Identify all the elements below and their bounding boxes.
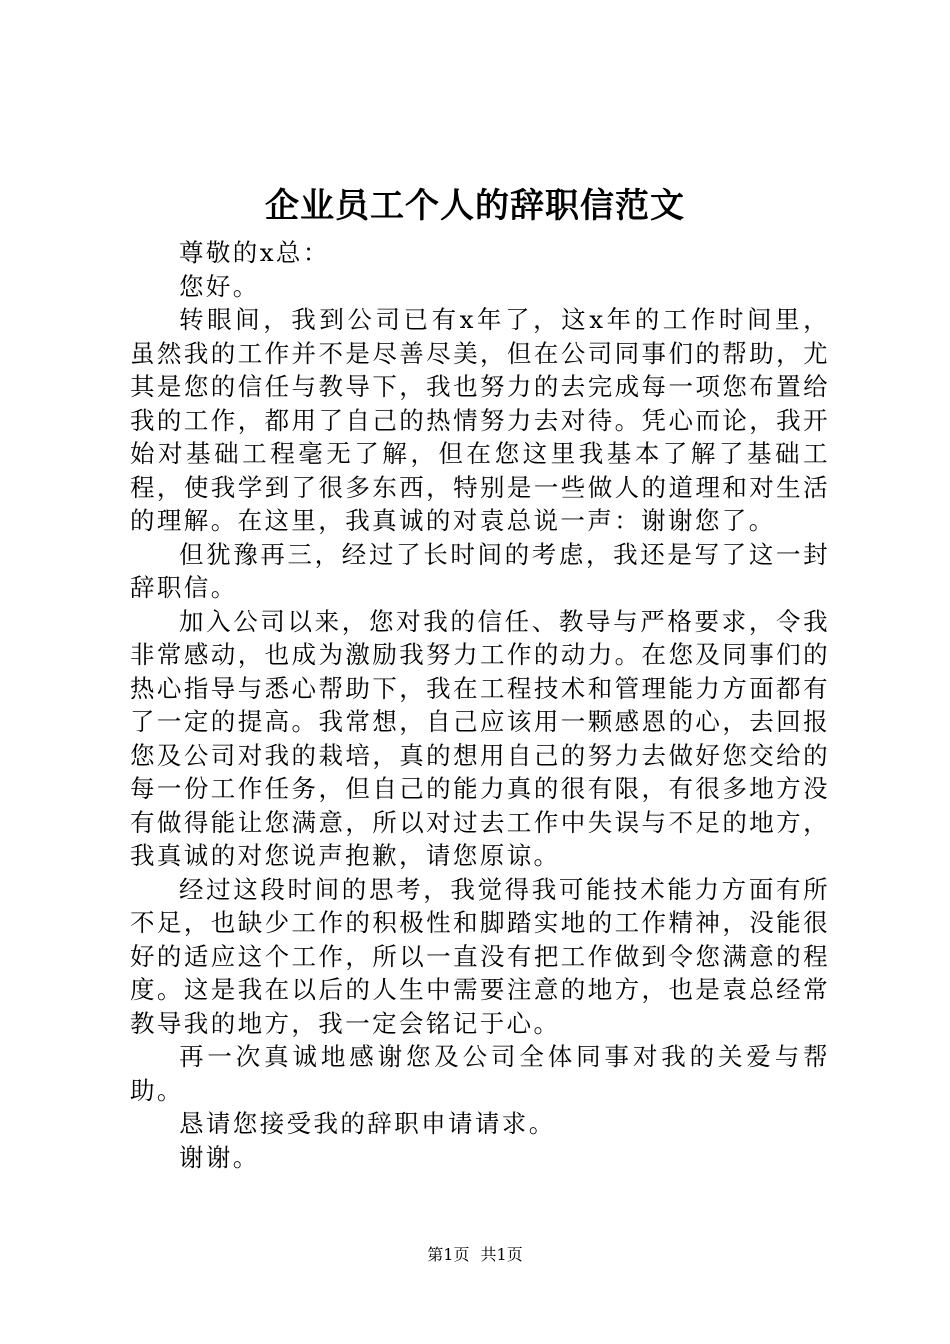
paragraph: 但犹豫再三，经过了长时间的考虑，我还是写了这一封辞职信。	[130, 539, 830, 602]
salutation: 尊敬的x总：	[179, 238, 330, 267]
paragraph: 恳请您接受我的辞职申请请求。	[179, 1109, 556, 1138]
greeting: 您好。	[179, 271, 260, 301]
page-number: 第1页	[427, 1245, 470, 1264]
letter-body	[130, 236, 830, 1174]
paragraph: 再一次真诚地感谢您及公司全体同事对我的关爱与帮助。	[130, 1042, 830, 1105]
closing-thanks: 谢谢。	[179, 1142, 260, 1172]
paragraph: 加入公司以来，您对我的信任、教导与严格要求，令我非常感动，也成为激励我努力工作的动力。在您及同事们的热心指导与悉心帮助下，我在工程技术和管理能力方面都有了一定的提高。我常想，自己应该用一颗感恩的心，去回报您及公司对我的栽培，真的想用自己的努力去做好您交给的每一份工作任务，但自己的能力真的很有限，有很多地方没有做得能让您满意，所以对过去工作中失误与不足的地方，我真诚的对您说声抱歉，请您原谅。	[130, 606, 830, 870]
paragraph: 转眼间，我到公司已有x年了，这x年的工作时间里，虽然我的工作并不是尽善尽美，但在公司同事们的帮助，尤其是您的信任与教导下，我也努力的去完成每一项您布置给我的工作，都用了自己的热情努力去对待。凭心而论，我开始对基础工程毫无了解，但在您这里我基本了解了基础工程，使我学到了很多东西，特别是一些做人的道理和对生活的理解。在这里，我真诚的对袁总说一声：谢谢您了。	[130, 305, 830, 535]
paragraph: 经过这段时间的思考，我觉得我可能技术能力方面有所不足，也缺少工作的积极性和脚踏实地的工作精神，没能很好的适应这个工作，所以一直没有把工作做到令您满意的程度。这是我在以后的人生中需要注意的地方，也是袁总经常教导我的地方，我一定会铭记于心。	[130, 874, 830, 1038]
page-footer	[0, 1244, 950, 1266]
document-title: 企业员工个人的辞职信范文	[265, 186, 685, 226]
page-total: 共1页	[480, 1245, 523, 1264]
